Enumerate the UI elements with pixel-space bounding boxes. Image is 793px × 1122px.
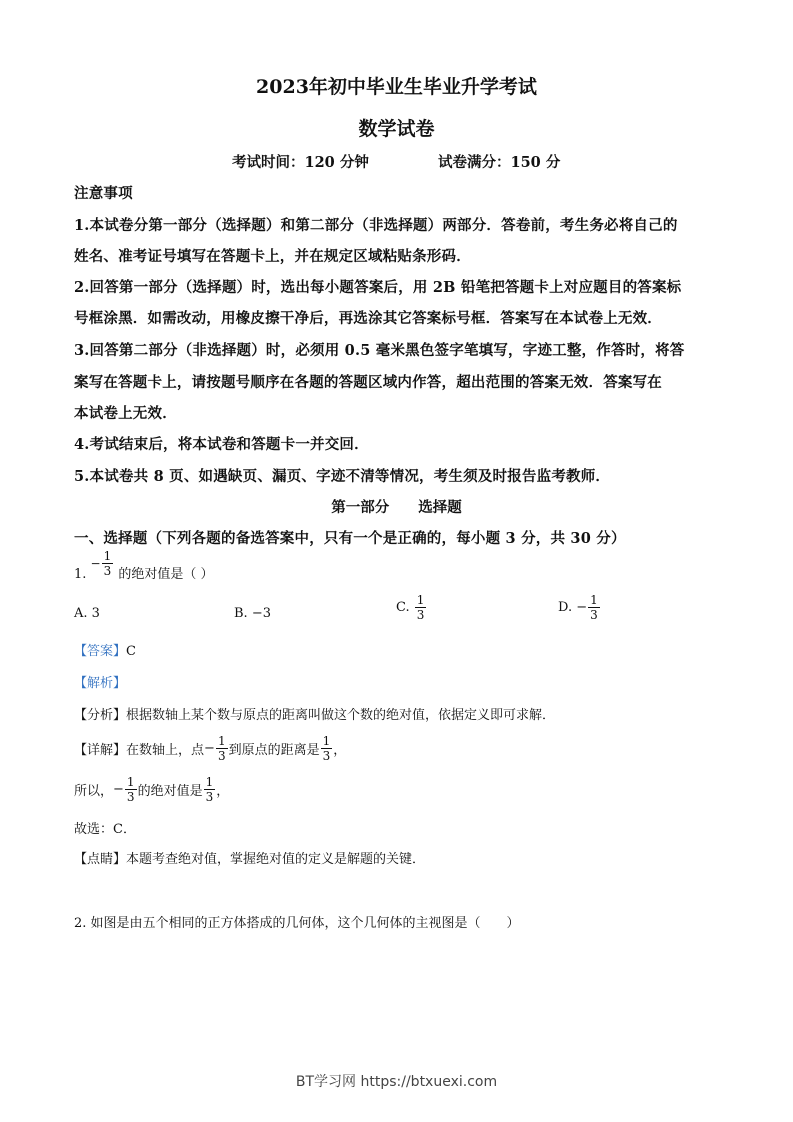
q1-option-d[interactable]: D. − $\frac{1}{3}$ (558, 593, 598, 622)
q1-analysis-tag: 【解析】 (74, 676, 127, 691)
exam-score: 试卷满分：150 分 (438, 154, 561, 171)
q1-detail: 【详解】在数轴上，点− $\frac{1}{3}$ 到原点的距离是 $\frac{1}{3}$ ， (74, 734, 347, 763)
note-line: 4.考试结束后，将本试卷和答题卡一并交回． (74, 436, 369, 453)
answer-tag: 【答案】 (74, 644, 127, 659)
section-heading: 一、选择题（下列各题的备选答案中，只有一个是正确的，每小题 3 分，共 30 分） (74, 530, 626, 547)
note-line: 姓名、准考证号填写在答题卡上，并在规定区域粘贴条形码． (74, 248, 471, 265)
note-line: 5.本试卷共 8 页、如遇缺页、漏页、字迹不清等情况，考生须及时报告监考教师． (74, 468, 611, 485)
note-line: 案写在答题卡上，请按题号顺序在各题的答题区域内作答，超出范围的答案无效．答案写在 (74, 374, 662, 391)
exam-title: 2023年初中毕业生毕业升学考试 (256, 76, 537, 98)
note-line: 号框涂黑．如需改动，用橡皮擦干净后，再选涂其它答案标号框．答案写在本试卷上无效． (74, 310, 662, 327)
q1-fenxi: 【分析】根据数轴上某个数与原点的距离叫做这个数的绝对值，依据定义即可求解． (74, 708, 556, 723)
q1-option-a[interactable]: A. 3 (74, 606, 100, 621)
note-line: 2.回答第一部分（选择题）时，选出每小题答案后，用 2B 铅笔把答题卡上对应题目的答案标 (74, 279, 682, 296)
q1-answer (74, 640, 136, 659)
exam-time: 考试时间：120 分钟 (232, 154, 369, 171)
q1-stem (74, 549, 214, 582)
q1-comment: 【点睛】本题考查绝对值，掌握绝对值的定义是解题的关键． (74, 852, 426, 867)
q1-option-b[interactable]: B. −3 (234, 606, 271, 621)
footer-link[interactable]: BT学习网 https://btxuexi.com (295, 1074, 498, 1090)
note-line: 本试卷上无效． (74, 405, 177, 422)
q1-so: 所以，− $\frac{1}{3}$ 的绝对值是 $\frac{1}{3}$ ， (74, 775, 230, 804)
part1-heading: 第一部分 选择题 (331, 499, 462, 516)
note-line: 1.本试卷分第一部分（选择题）和第二部分（非选择题）两部分．答卷前，考生务必将自己的 (74, 217, 678, 234)
notes-heading: 注意事项 (74, 185, 133, 202)
q1-stem-text: 的绝对值是（ ） (118, 567, 214, 582)
q1-option-c[interactable]: C. $\frac{1}{3}$ (396, 593, 425, 622)
q1-fraction: − $\frac{1}{3}$ (90, 549, 112, 578)
q2-stem: 2. 如图是由五个相同的正方体搭成的几何体，这个几何体的主视图是（ ） (74, 916, 520, 931)
q1-choose: 故选：C． (74, 822, 136, 837)
answer-value: C (126, 644, 136, 659)
note-line: 3.回答第二部分（非选择题）时，必须用 0.5 毫米黑色签字笔填写，字迹工整，作答时，将答 (74, 342, 685, 359)
exam-subtitle: 数学试卷 (358, 118, 435, 140)
q1-number: 1. (74, 567, 87, 582)
